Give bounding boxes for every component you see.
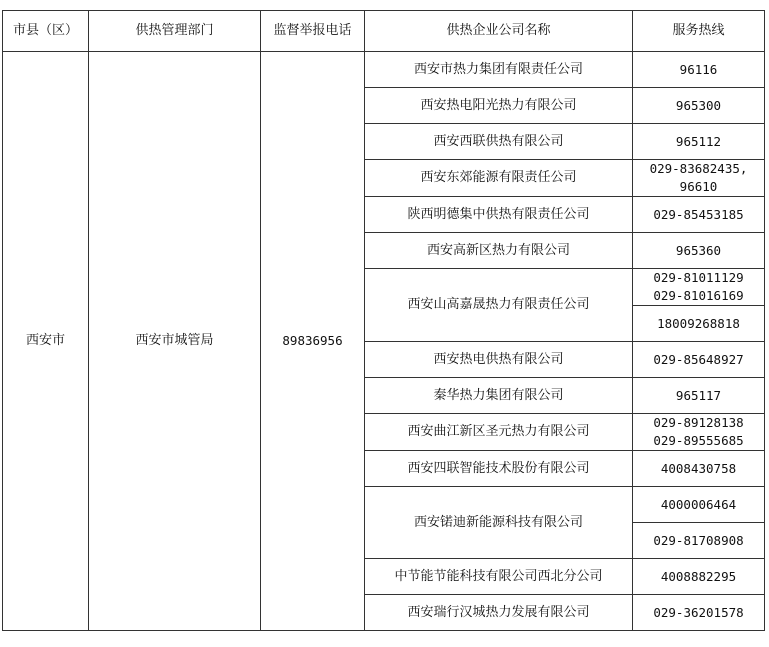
service-phone-line: 029-81016169 <box>653 288 744 303</box>
company-name: 西安市热力集团有限责任公司 <box>365 52 633 88</box>
service-phone-line: 029-81011129 <box>653 270 744 285</box>
company-name: 西安锘迪新能源科技有限公司 <box>365 487 633 559</box>
heating-hotline-table <box>2 10 765 631</box>
table-row <box>3 52 765 88</box>
department-cell: 西安市城管局 <box>89 52 261 631</box>
service-phone: 18009268818 <box>633 306 765 342</box>
header-company: 供热企业公司名称 <box>365 11 633 52</box>
service-phone: 965300 <box>633 88 765 124</box>
header-supervise-phone: 监督举报电话 <box>261 11 365 52</box>
company-name: 西安热电阳光热力有限公司 <box>365 88 633 124</box>
service-phone <box>633 160 765 197</box>
company-name: 秦华热力集团有限公司 <box>365 378 633 414</box>
service-phone: 96116 <box>633 52 765 88</box>
service-phone: 965112 <box>633 124 765 160</box>
header-county: 市县（区） <box>3 11 89 52</box>
company-name: 西安四联智能技术股份有限公司 <box>365 451 633 487</box>
service-phone-line: 96610 <box>679 179 718 194</box>
header-service-hotline: 服务热线 <box>633 11 765 52</box>
service-phone <box>633 269 765 306</box>
service-phone: 4008882295 <box>633 559 765 595</box>
service-phone <box>633 414 765 451</box>
service-phone: 4008430758 <box>633 451 765 487</box>
service-phone: 029-81708908 <box>633 523 765 559</box>
header-department: 供热管理部门 <box>89 11 261 52</box>
company-name: 西安西联供热有限公司 <box>365 124 633 160</box>
company-name: 西安瑞行汉城热力发展有限公司 <box>365 595 633 631</box>
service-phone: 029-85453185 <box>633 197 765 233</box>
service-phone: 965360 <box>633 233 765 269</box>
company-name: 西安高新区热力有限公司 <box>365 233 633 269</box>
city-cell: 西安市 <box>3 52 89 631</box>
company-name: 中节能节能科技有限公司西北分公司 <box>365 559 633 595</box>
service-phone-line: 029-83682435, <box>649 161 748 176</box>
company-name: 西安热电供热有限公司 <box>365 342 633 378</box>
service-phone: 029-36201578 <box>633 595 765 631</box>
company-name: 西安山高嘉晟热力有限责任公司 <box>365 269 633 342</box>
service-phone: 965117 <box>633 378 765 414</box>
company-name: 西安东郊能源有限责任公司 <box>365 160 633 197</box>
service-phone: 029-85648927 <box>633 342 765 378</box>
supervise-phone-cell: 89836956 <box>261 52 365 631</box>
service-phone: 4000006464 <box>633 487 765 523</box>
header-row <box>3 11 765 52</box>
service-phone-line: 029-89128138 <box>653 415 744 430</box>
company-name: 西安曲江新区圣元热力有限公司 <box>365 414 633 451</box>
service-phone-line: 029-89555685 <box>653 433 744 448</box>
company-name: 陕西明德集中供热有限责任公司 <box>365 197 633 233</box>
